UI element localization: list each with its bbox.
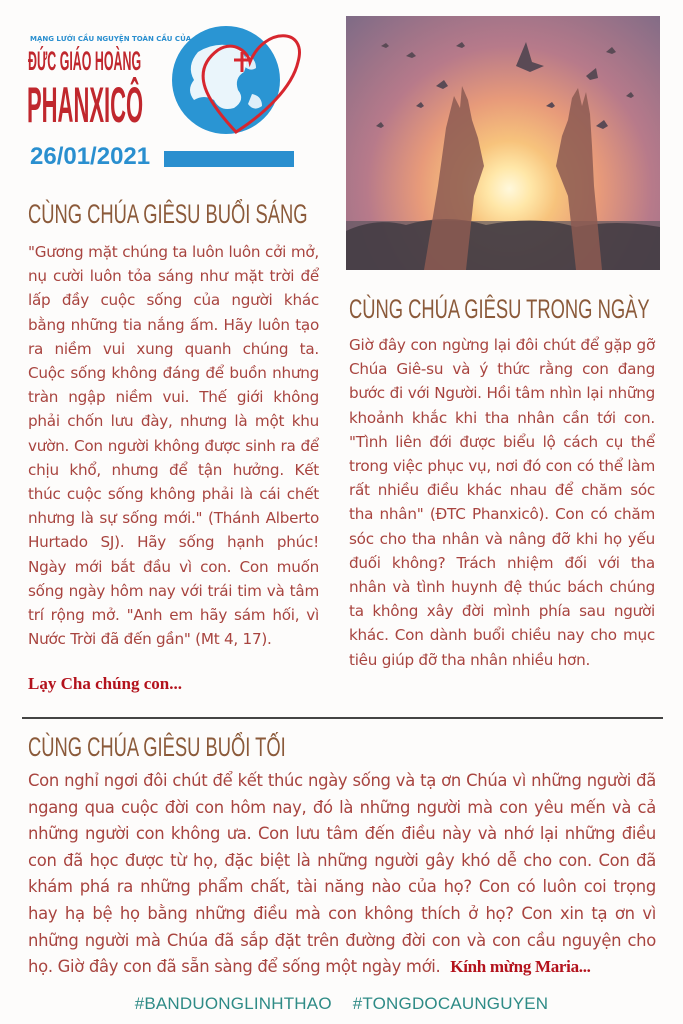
hashtag[interactable]: #TONGDOCAUNGUYEN [352,994,549,1013]
hashtags [0,994,683,1014]
evening-section-title: CÙNG CHÚA GIÊSU BUỔI TỐI [28,732,286,762]
hands-doves-sunset-photo [346,16,660,270]
day-section-title: CÙNG CHÚA GIÊSU TRONG NGÀY [349,294,650,324]
evening-prayer: Kính mừng Maria... [450,957,591,977]
logo-title-line2: PHANXICÔ [27,77,144,133]
logo-title-line1: ĐỨC GIÁO HOÀNG [28,46,142,76]
morning-prayer: Lạy Cha chúng con... [28,674,182,693]
morning-section-text: "Gương mặt chúng ta luôn luôn cởi mở, nụ cười luôn tỏa sáng như mặt trời để lấp đầy cuộc sống của người khác bằng những tia nắng ấm. Hãy luôn tạo ra niềm vui xung quanh chúng ta. Cuộc sống không đáng để buồn nhưng tràn ngập niềm vui. Thế giới không phải chốn lưu đày, nhưng là một khu vườn. Con người không được sinh ra để chịu khổ, nhưng để tận hưởng. Kết thúc cuộc sống không phải là cái chết nhưng là sự sống mới." (Thánh Alberto Hurtado SJ). Hãy sống hạnh phúc! Ngày mới bắt đầu vì con. Con muốn sống ngày hôm nay với trái tim và tâm trí rộng mở. "Anh em hãy sám hối, vì Nước Trời đã đến gần" (Mt 4, 17). [28,243,319,649]
section-divider [22,717,663,719]
hashtag[interactable]: #BANDUONGLINHTHAO [134,994,332,1013]
globe-heart-cross-icon [168,22,308,147]
day-section-text: Giờ đây con ngừng lại đôi chút để gặp gỡ Chúa Giê-su và ý thức rằng con đang bước đi với Người. Hồi tâm nhìn lại những khoảnh khắc khi tha nhân cần tới con. "Tình liên đới được biểu lộ cách cụ thể trong việc phục vụ, nơi đó con có thể làm rất nhiều điều khác nhau để chăm sóc tha nhân" (ĐTC Phanxicô). Con có chăm sóc cho tha nhân và nâng đỡ khi họ yếu đuối không? Trách nhiệm đối với tha nhân và tình huynh đệ thúc bách chúng ta không xây đời mình phía sau người khác. Con dành buổi chiều nay cho mục tiêu giúp đỡ tha nhân nhiều hơn. [349,336,655,669]
morning-section-title: CÙNG CHÚA GIÊSU BUỔI SÁNG [28,199,308,229]
date-label: 26/01/2021 [30,143,151,170]
date-accent-bar [164,151,294,167]
logo-tagline: MẠNG LƯỚI CẦU NGUYỆN TOÀN CẦU CỦA [30,35,192,43]
evening-section-text [28,768,656,981]
evening-text: Con nghỉ ngơi đôi chút để kết thúc ngày sống và tạ ơn Chúa vì những người đã ngang qua cuộc đời con hôm nay, đó là những người mà con yêu mến và cả những người con không ưa. Con lưu tâm đến điều này và nhớ lại những điều con đã học được từ họ, đặc biệt là những người gây khó dễ cho con. Con đã khám phá ra những phẩm chất, tài năng nào của họ? Con có luôn coi trọng hay hạ bệ họ bằng những điều mà con không thích ở họ? Con xin tạ ơn vì những người mà Chúa đã sắp đặt trên đường đời con và con cầu nguyện cho họ. Giờ đây con đã sẵn sàng để sống một ngày mới. [28,771,656,977]
